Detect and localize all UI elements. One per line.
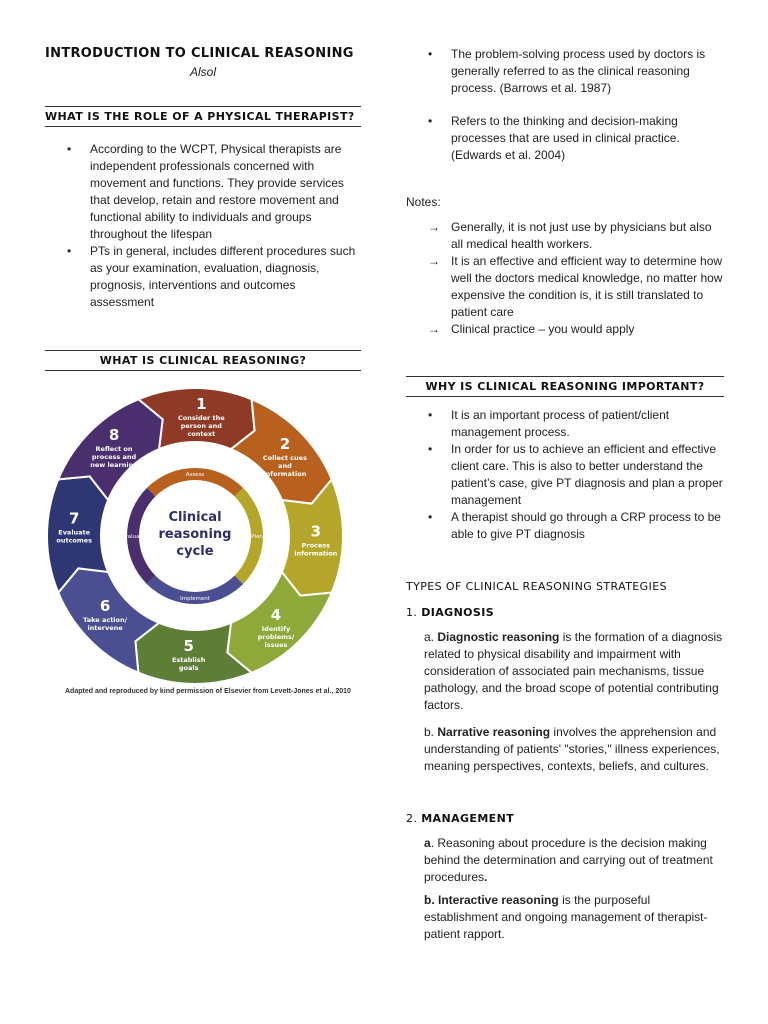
diagnostic-reasoning-para: a. Diagnostic reasoning is the formation of a diagnosis related to physical disability and impairment with consideration of associated pain mechanisms, tissue pathology, and the broad scope of potential contributing factors. <box>424 630 723 712</box>
cycle-step-number: 8 <box>108 426 120 445</box>
cycle-step-label: issues <box>264 640 288 649</box>
arrow-icon: → <box>428 322 440 336</box>
narrative-reasoning-para: b. Narrative reasoning involves the apprehension and understanding of patients' "stories," illness experiences, meaning perspectives, contexts, beliefs, and cultures. <box>424 725 720 773</box>
procedure-reasoning-para: a. Reasoning about procedure is the decision making behind the determination and carrying out of treatment procedures. <box>424 836 713 884</box>
inner-ring-label: Assess <box>185 472 205 478</box>
center-line-3: cycle <box>176 544 214 559</box>
cycle-step-label: new learning <box>90 461 138 470</box>
list-item: • According to the WCPT, Physical therapists are independent professionals concerned with movement and functions. They provide services that develop, retain and restore movement and functional ability to individuals and groups throughout the lifespan <box>45 141 361 243</box>
strategies-section <box>406 580 724 943</box>
cycle-step-label: and <box>278 462 292 471</box>
clinical-reasoning-cycle-figure <box>45 384 361 702</box>
cycle-step-number: 1 <box>196 395 207 414</box>
list-item: • Refers to the thinking and decision-making processes that are used in clinical practice. (Edwards et al. 2004) <box>406 113 724 164</box>
definition-bullets <box>406 46 724 164</box>
management-heading: 2. MANAGEMENT <box>406 812 515 825</box>
list-item: • In order for us to achieve an efficient and effective client care. This is also to better understand the patient’s case, give PT diagnosis and plan a proper management <box>406 441 724 509</box>
role-bullets <box>45 141 361 311</box>
author: Alsol <box>189 65 216 79</box>
cycle-step-label: Reflect on <box>95 445 133 454</box>
inner-ring-label: Evaluate <box>120 534 146 540</box>
cycle-step-label: Process <box>301 541 331 550</box>
cycle-step-label: goals <box>178 663 199 672</box>
center-line-1: Clinical <box>168 510 222 525</box>
notes-list <box>406 219 724 338</box>
cycle-step-label: process and <box>91 453 137 462</box>
inner-ring-label: Implement <box>180 596 210 602</box>
cycle-step-label: intervene <box>87 623 123 632</box>
strategies-heading: TYPES OF CLINICAL REASONING STRATEGIES <box>406 580 667 593</box>
cycle-diagram <box>45 384 361 684</box>
note-item: → It is an effective and efficient way to determine how well the doctors medical knowledge, no matter how expensive the condition is, it is still translated to patient care <box>428 254 723 319</box>
right-column <box>406 0 724 941</box>
cycle-step-label: person and <box>180 422 222 431</box>
cycle-step-label: Identify <box>261 624 291 633</box>
diagnosis-heading: 1. DIAGNOSIS <box>406 606 495 619</box>
cycle-step-label: information <box>263 470 307 479</box>
center-line-2: reasoning <box>158 527 232 542</box>
left-column <box>45 0 361 367</box>
arrow-icon: → <box>428 254 440 268</box>
what-heading: WHAT IS CLINICAL REASONING? <box>45 350 361 371</box>
why-bullets <box>406 407 724 543</box>
figure-caption: Adapted and reproduced by kind permission of Elsevier from Levett-Jones et al., 2010 <box>65 688 351 695</box>
cycle-step-label: Establish <box>171 655 206 664</box>
cycle-step-label: context <box>187 430 216 439</box>
page-title: INTRODUCTION TO CLINICAL REASONING <box>45 46 354 61</box>
notes-label: Notes: <box>406 195 441 209</box>
cycle-step-label: Take action/ <box>83 615 128 624</box>
cycle-step-label: outcomes <box>56 536 92 545</box>
cycle-step-number: 6 <box>99 596 111 615</box>
cycle-step-number: 7 <box>68 509 80 528</box>
arrow-icon: → <box>428 220 440 234</box>
cycle-step-label: Consider the <box>178 414 225 423</box>
note-item: → Clinical practice – you would apply <box>428 322 635 336</box>
inner-ring-label: Plan <box>251 534 263 540</box>
cycle-step-label: Collect cues <box>262 454 307 463</box>
cycle-step-label: problems/ <box>257 632 295 641</box>
list-item: • It is an important process of patient/client management process. <box>406 407 724 441</box>
cycle-step-number: 3 <box>310 522 322 541</box>
list-item: • The problem-solving process used by doctors is generally referred to as the clinical reasoning process. (Barrows et al. 1987) <box>406 46 724 97</box>
cycle-step-number: 5 <box>183 636 194 655</box>
note-item: → Generally, it is not just use by physicians but also all medical health workers. <box>428 220 712 251</box>
interactive-reasoning-para: b. Interactive reasoning is the purposeful establishment and ongoing management of therapist-patient rapport. <box>424 893 708 941</box>
cycle-step-label: information <box>294 549 338 558</box>
why-heading: WHY IS CLINICAL REASONING IMPORTANT? <box>406 376 724 397</box>
cycle-step-number: 2 <box>279 435 291 454</box>
cycle-step-label: Evaluate <box>58 528 91 537</box>
role-heading: WHAT IS THE ROLE OF A PHYSICAL THERAPIST? <box>45 106 361 127</box>
list-item: • A therapist should go through a CRP process to be able to give PT diagnosis <box>406 509 724 543</box>
list-item: • PTs in general, includes different procedures such as your examination, evaluation, diagnosis, prognosis, interventions and outcomes assessment <box>45 243 361 311</box>
cycle-step-number: 4 <box>270 605 282 624</box>
